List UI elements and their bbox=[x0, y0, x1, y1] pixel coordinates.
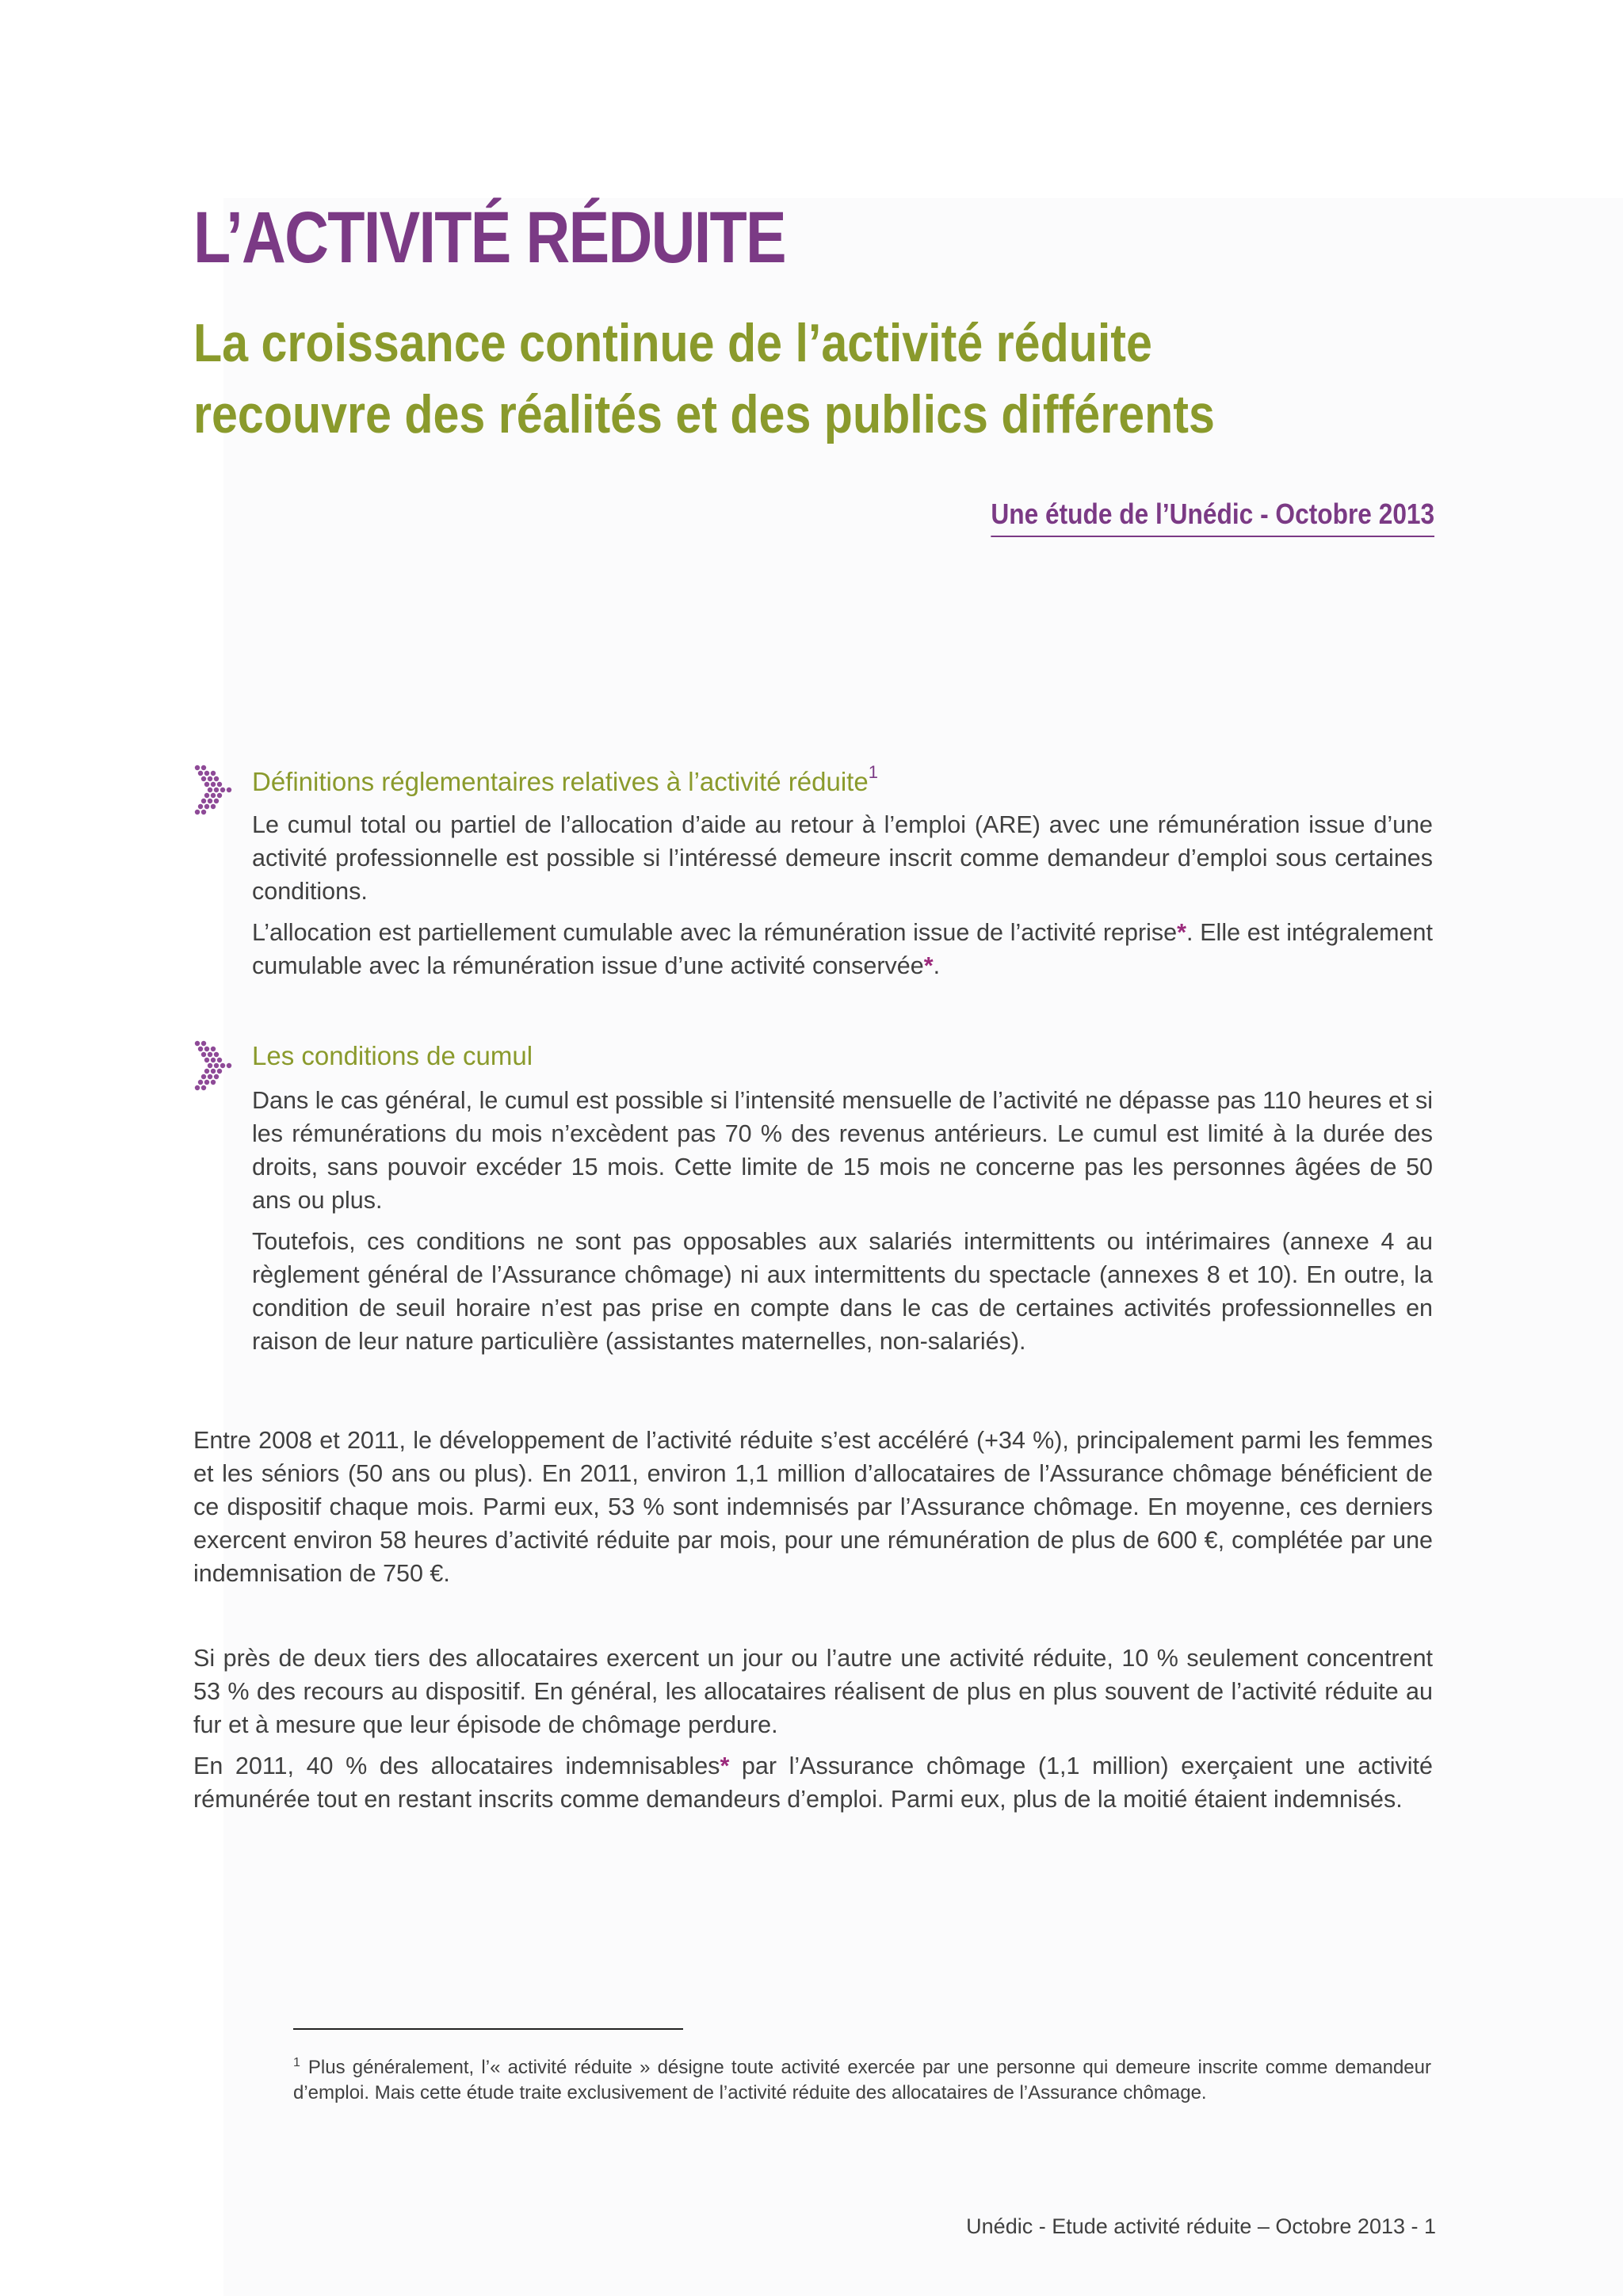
section-title-text: Les conditions de cumul bbox=[252, 1041, 533, 1070]
section-body bbox=[252, 808, 1433, 982]
paragraph-text: L’allocation est partiellement cumulable avec la rémunération issue de l’activité reprise bbox=[252, 919, 1178, 946]
section-title bbox=[252, 1041, 533, 1071]
subtitle-line-1: La croissance continue de l’activité réduite bbox=[193, 313, 1152, 373]
paragraph: Dans le cas général, le cumul est possible si l’intensité mensuelle de l’activité ne dépasse pas 110 heures et si les rémunérations du mois n’excèdent pas 70 % des revenus antérieurs. Le cumul est limité à la durée des droits, sans pouvoir excéder 15 mois. Cette limite de 15 mois ne concerne pas les personnes âgées de 50 ans ou plus. bbox=[252, 1087, 1433, 1214]
paragraph: Le cumul total ou partiel de l’allocation d’aide au retour à l’emploi (ARE) avec une rémunération issue d’une activité professionnelle est possible si l’intéressé demeure inscrit comme demandeur d’emploi sous certaines conditions. bbox=[252, 811, 1433, 905]
footnote-number: 1 bbox=[293, 2056, 300, 2069]
section-title-text: Définitions réglementaires relatives à l’activité réduite bbox=[252, 767, 869, 796]
glossary-star: * bbox=[720, 1753, 730, 1779]
paragraph-text: . bbox=[933, 952, 941, 979]
section-title bbox=[252, 762, 878, 797]
footnote-text: Plus généralement, l’« activité réduite » désigne toute activité exercée par une personne qui demeure inscrite comme demandeur d’emploi. Mais cette étude traite exclusivement de l’activité réduite des allocataires de l’Assurance chômage. bbox=[293, 2057, 1431, 2103]
section-definitions bbox=[193, 764, 1433, 990]
paragraph bbox=[193, 1749, 1433, 1816]
section-conditions bbox=[193, 1039, 1433, 1366]
paragraph-text: par l’Assurance chômage (1,1 million) exerçaient une activité rémunérée tout en restant inscrits comme demandeurs d’emploi. Parmi eux, plus de la moitié étaient indemnisés. bbox=[193, 1753, 1433, 1813]
section-body bbox=[252, 1084, 1433, 1358]
footnote-divider bbox=[293, 2028, 683, 2030]
page-title: L’ACTIVITÉ RÉDUITE bbox=[193, 197, 785, 278]
paragraph: Entre 2008 et 2011, le développement de l’activité réduite s’est accéléré (+34 %), principalement parmi les femmes et les séniors (50 ans ou plus). En 2011, environ 1,1 million d’allocataires de l’Assurance chômage bénéficient de ce dispositif chaque mois. Parmi eux, 53 % sont indemnisés par l’Assurance chômage. En moyenne, ces derniers exercent environ 58 heures d’activité réduite par mois, pour une rémunération de plus de 600 €, complétée par une indemnisation de 750 €. bbox=[193, 1427, 1433, 1587]
main-text-block-1 bbox=[193, 1424, 1433, 1598]
section-header bbox=[193, 764, 1433, 808]
paragraph-text: En 2011, 40 % des allocataires indemnisables bbox=[193, 1753, 720, 1779]
section-header bbox=[193, 1039, 1433, 1084]
paragraph bbox=[252, 916, 1433, 982]
study-reference: Une étude de l’Unédic - Octobre 2013 bbox=[991, 498, 1434, 537]
paragraph: Si près de deux tiers des allocataires exercent un jour ou l’autre une activité réduite, 10 % seulement concentrent 53 % des recours au dispositif. En général, les allocataires réalisent de plus en plus souvent de l’activité réduite au fur et à mesure que leur épisode de chômage perdure. bbox=[193, 1645, 1433, 1738]
page-footer: Unédic - Etude activité réduite – Octobre 2013 - 1 bbox=[966, 2214, 1436, 2238]
chevron-dots-icon bbox=[193, 1039, 235, 1092]
page-subtitle bbox=[193, 307, 1469, 450]
paragraph: Toutefois, ces conditions ne sont pas opposables aux salariés intermittents ou intérimaires (annexe 4 au règlement général de l’Assurance chômage) ni aux intermittents du spectacle (annexes 8 et 10). En outre, la condition de seuil horaire n’est pas prise en compte dans le cas de certaines activités professionnelles en raison de leur nature particulière (assistantes maternelles, non-salariés). bbox=[252, 1228, 1433, 1355]
main-text-block-2 bbox=[193, 1642, 1433, 1824]
chevron-dots-icon bbox=[193, 764, 235, 816]
footnote bbox=[293, 2050, 1431, 2106]
glossary-star: * bbox=[923, 952, 934, 979]
glossary-star: * bbox=[1177, 919, 1187, 946]
footnote-ref[interactable]: 1 bbox=[868, 762, 878, 782]
paragraph-text: . Elle est intégralement cumulable avec la rémunération issue d’une activité conservée bbox=[252, 919, 1433, 979]
subtitle-line-2: recouvre des réalités et des publics différents bbox=[193, 384, 1215, 444]
